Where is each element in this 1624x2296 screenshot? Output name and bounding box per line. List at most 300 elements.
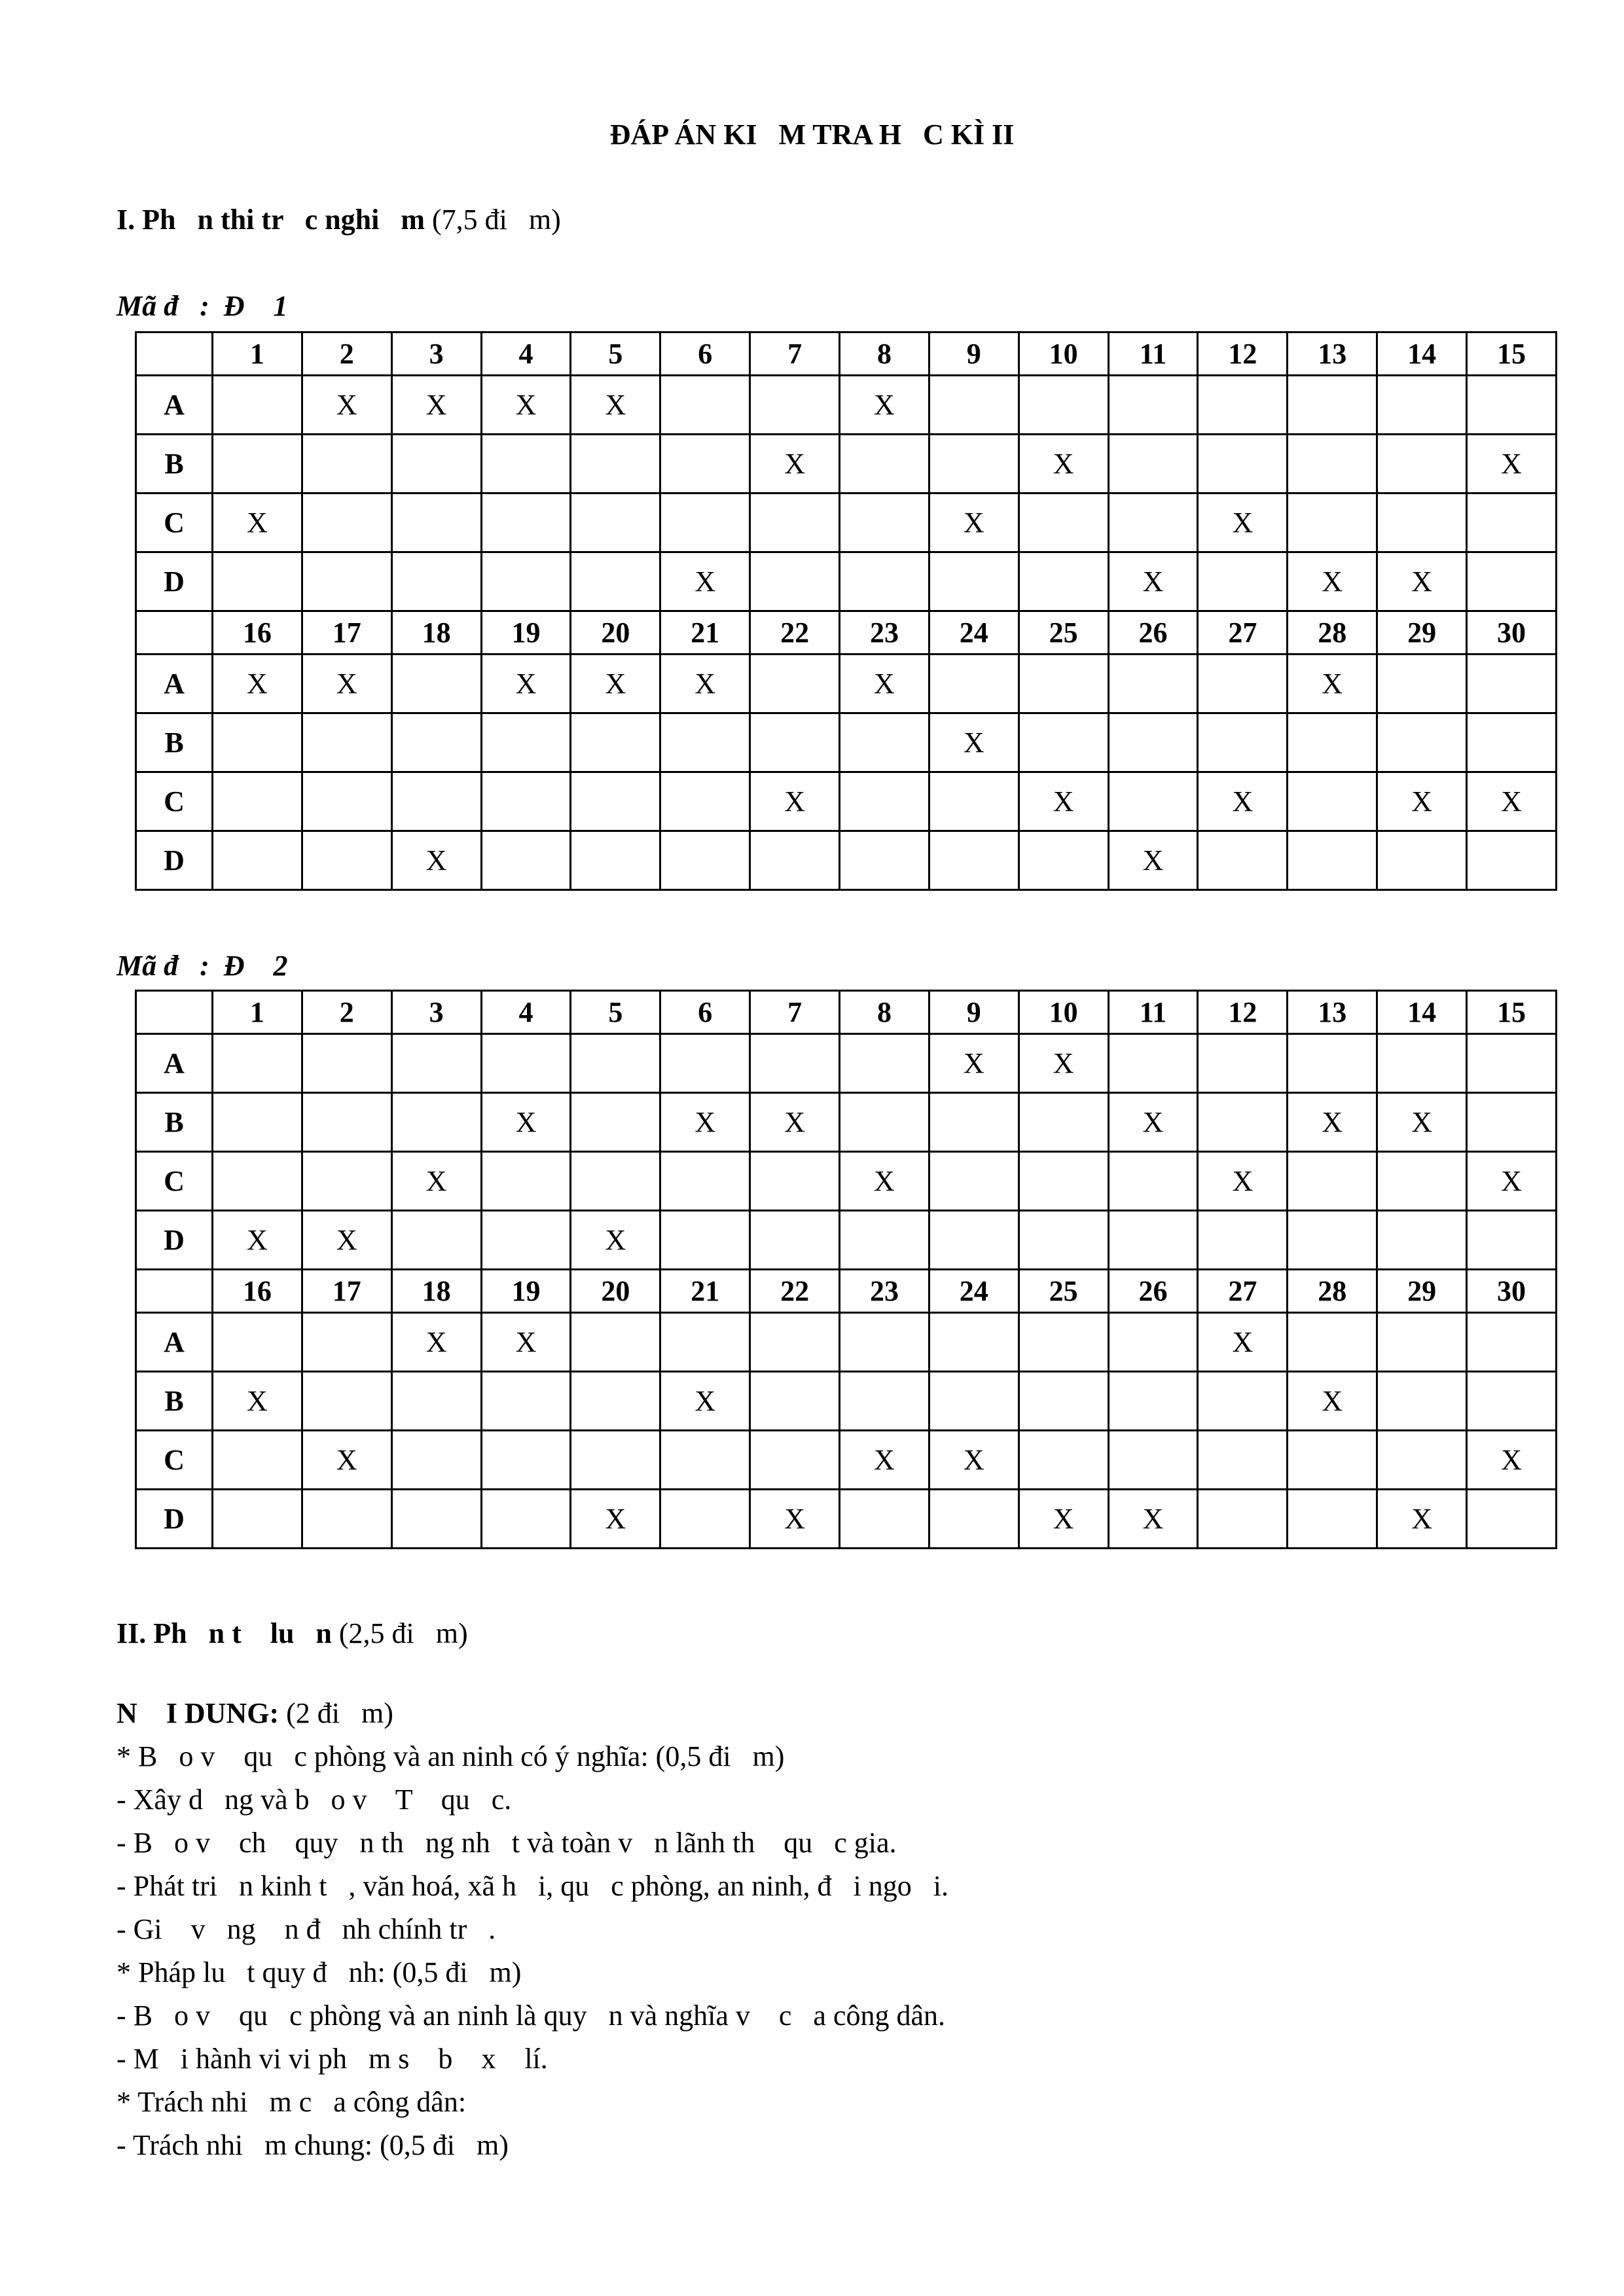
answer-cell bbox=[391, 1372, 481, 1431]
answer-row bbox=[136, 1211, 1557, 1270]
content-line: - Phát tri n kinh t , văn hoá, xã h i, qu c phòng, an ninh, đ i ngo i. bbox=[117, 1870, 948, 1902]
answer-cell bbox=[660, 1313, 750, 1372]
part1-score: (7,5 đi m) bbox=[425, 204, 561, 236]
answer-cell bbox=[481, 1211, 571, 1270]
answer-cell bbox=[929, 1372, 1019, 1431]
answer-mark: X bbox=[391, 1313, 481, 1372]
question-number: 25 bbox=[1019, 611, 1108, 655]
question-number: 9 bbox=[929, 991, 1019, 1034]
answer-cell bbox=[1198, 1034, 1288, 1093]
answer-cell bbox=[1019, 831, 1108, 890]
answer-cell bbox=[1288, 493, 1377, 552]
answer-cell bbox=[1467, 1211, 1557, 1270]
answer-mark: X bbox=[302, 376, 391, 435]
answer-cell bbox=[1288, 1034, 1377, 1093]
answer-cell bbox=[1198, 435, 1288, 493]
option-label: A bbox=[136, 655, 213, 713]
answer-mark: X bbox=[929, 713, 1019, 772]
content-heading-score: (2 đi m) bbox=[279, 1697, 393, 1729]
answer-cell bbox=[1108, 655, 1198, 713]
question-number: 17 bbox=[302, 1270, 391, 1313]
content-line: - B o v qu c phòng và an ninh là quy n và nghĩa v c a công dân. bbox=[117, 2000, 945, 2032]
answer-cell bbox=[1377, 376, 1467, 435]
answer-cell bbox=[1377, 713, 1467, 772]
corner-cell bbox=[136, 611, 213, 655]
answer-cell bbox=[1019, 1313, 1108, 1372]
answer-mark: X bbox=[481, 1093, 571, 1152]
answer-cell bbox=[213, 1093, 302, 1152]
answer-cell bbox=[571, 831, 660, 890]
answer-cell bbox=[1467, 376, 1557, 435]
exam2-answer-table bbox=[135, 990, 1557, 1549]
answer-cell bbox=[1019, 1093, 1108, 1152]
answer-mark: X bbox=[481, 376, 571, 435]
answer-cell bbox=[391, 1431, 481, 1490]
answer-cell bbox=[1288, 1211, 1377, 1270]
answer-cell bbox=[1467, 1313, 1557, 1372]
question-number: 10 bbox=[1019, 991, 1108, 1034]
answer-cell bbox=[840, 1211, 929, 1270]
answer-cell bbox=[391, 1034, 481, 1093]
answer-cell bbox=[929, 1313, 1019, 1372]
question-number: 26 bbox=[1108, 1270, 1198, 1313]
answer-cell bbox=[1198, 1211, 1288, 1270]
corner-cell bbox=[136, 332, 213, 376]
question-number: 14 bbox=[1377, 332, 1467, 376]
answer-mark: X bbox=[750, 1490, 840, 1549]
question-number: 4 bbox=[481, 991, 571, 1034]
option-label: B bbox=[136, 435, 213, 493]
answer-cell bbox=[1019, 1372, 1108, 1431]
question-number: 12 bbox=[1198, 332, 1288, 376]
answer-mark: X bbox=[1288, 1372, 1377, 1431]
answer-cell bbox=[1467, 1093, 1557, 1152]
answer-mark: X bbox=[302, 655, 391, 713]
answer-cell bbox=[840, 713, 929, 772]
exam1-answer-table bbox=[135, 331, 1557, 891]
answer-mark: X bbox=[1377, 552, 1467, 611]
answer-cell bbox=[1288, 1152, 1377, 1211]
answer-cell bbox=[302, 1313, 391, 1372]
answer-cell bbox=[1377, 1211, 1467, 1270]
answer-cell bbox=[391, 655, 481, 713]
answer-cell bbox=[571, 1093, 660, 1152]
question-number-row bbox=[136, 611, 1557, 655]
answer-cell bbox=[302, 831, 391, 890]
answer-mark: X bbox=[840, 376, 929, 435]
answer-cell bbox=[213, 772, 302, 831]
answer-row bbox=[136, 1431, 1557, 1490]
answer-cell bbox=[750, 376, 840, 435]
answer-cell bbox=[391, 713, 481, 772]
content-line: - M i hành vi vi ph m s b x lí. bbox=[117, 2043, 548, 2075]
question-number: 23 bbox=[840, 1270, 929, 1313]
answer-mark: X bbox=[750, 1093, 840, 1152]
answer-cell bbox=[1198, 552, 1288, 611]
question-number: 28 bbox=[1288, 611, 1377, 655]
answer-cell bbox=[1108, 376, 1198, 435]
answer-cell bbox=[660, 831, 750, 890]
answer-cell bbox=[1019, 655, 1108, 713]
answer-cell bbox=[1288, 713, 1377, 772]
answer-mark: X bbox=[481, 655, 571, 713]
answer-cell bbox=[1108, 435, 1198, 493]
answer-cell bbox=[1198, 831, 1288, 890]
answer-mark: X bbox=[1108, 552, 1198, 611]
answer-cell bbox=[391, 772, 481, 831]
answer-mark: X bbox=[571, 655, 660, 713]
answer-cell bbox=[1198, 1490, 1288, 1549]
answer-cell bbox=[481, 493, 571, 552]
question-number: 5 bbox=[571, 332, 660, 376]
answer-cell bbox=[929, 1211, 1019, 1270]
answer-mark: X bbox=[929, 493, 1019, 552]
question-number: 20 bbox=[571, 1270, 660, 1313]
answer-mark: X bbox=[481, 1313, 571, 1372]
answer-cell bbox=[1467, 1372, 1557, 1431]
answer-cell bbox=[1467, 493, 1557, 552]
answer-mark: X bbox=[1198, 493, 1288, 552]
answer-cell bbox=[929, 435, 1019, 493]
answer-cell bbox=[840, 552, 929, 611]
answer-cell bbox=[571, 1034, 660, 1093]
content-line: - Trách nhi m chung: (0,5 đi m) bbox=[117, 2129, 509, 2161]
answer-cell bbox=[1467, 552, 1557, 611]
answer-cell bbox=[1377, 831, 1467, 890]
answer-cell bbox=[840, 772, 929, 831]
content-line: - B o v ch quy n th ng nh t và toàn v n lãnh th qu c gia. bbox=[117, 1827, 897, 1859]
question-number: 26 bbox=[1108, 611, 1198, 655]
answer-cell bbox=[571, 1313, 660, 1372]
question-number: 3 bbox=[391, 332, 481, 376]
answer-row bbox=[136, 435, 1557, 493]
answer-mark: X bbox=[1019, 772, 1108, 831]
part1-label: I. Ph n thi tr c nghi m bbox=[117, 204, 425, 236]
question-number: 20 bbox=[571, 611, 660, 655]
answer-cell bbox=[660, 1211, 750, 1270]
content-line: - Xây d ng và b o v T qu c. bbox=[117, 1784, 512, 1816]
answer-row bbox=[136, 713, 1557, 772]
answer-mark: X bbox=[391, 376, 481, 435]
answer-mark: X bbox=[302, 1431, 391, 1490]
answer-cell bbox=[302, 1490, 391, 1549]
answer-mark: X bbox=[391, 1152, 481, 1211]
option-label: A bbox=[136, 376, 213, 435]
answer-cell bbox=[481, 1431, 571, 1490]
answer-cell bbox=[929, 831, 1019, 890]
answer-cell bbox=[1108, 1211, 1198, 1270]
answer-cell bbox=[1377, 493, 1467, 552]
corner-cell bbox=[136, 991, 213, 1034]
answer-cell bbox=[929, 1152, 1019, 1211]
answer-mark: X bbox=[1377, 1093, 1467, 1152]
answer-cell bbox=[660, 1034, 750, 1093]
answer-mark: X bbox=[1288, 552, 1377, 611]
option-label: A bbox=[136, 1034, 213, 1093]
question-number: 5 bbox=[571, 991, 660, 1034]
part1-heading bbox=[117, 203, 561, 236]
answer-row bbox=[136, 376, 1557, 435]
answer-cell bbox=[1288, 1313, 1377, 1372]
question-number: 24 bbox=[929, 1270, 1019, 1313]
answer-mark: X bbox=[1467, 772, 1557, 831]
answer-cell bbox=[1108, 1034, 1198, 1093]
answer-row bbox=[136, 1490, 1557, 1549]
question-number: 3 bbox=[391, 991, 481, 1034]
answer-cell bbox=[1019, 552, 1108, 611]
answer-mark: X bbox=[302, 1211, 391, 1270]
answer-cell bbox=[840, 1313, 929, 1372]
answer-mark: X bbox=[1198, 1313, 1288, 1372]
question-number: 19 bbox=[481, 611, 571, 655]
answer-cell bbox=[929, 1093, 1019, 1152]
answer-cell bbox=[660, 376, 750, 435]
answer-cell bbox=[571, 435, 660, 493]
answer-row bbox=[136, 1313, 1557, 1372]
option-label: C bbox=[136, 772, 213, 831]
answer-mark: X bbox=[391, 831, 481, 890]
question-number: 17 bbox=[302, 611, 391, 655]
question-number: 1 bbox=[213, 332, 302, 376]
answer-cell bbox=[660, 772, 750, 831]
answer-cell bbox=[302, 493, 391, 552]
answer-cell bbox=[302, 552, 391, 611]
answer-cell bbox=[1288, 435, 1377, 493]
question-number: 16 bbox=[213, 611, 302, 655]
option-label: C bbox=[136, 493, 213, 552]
answer-cell bbox=[750, 831, 840, 890]
answer-cell bbox=[1467, 1034, 1557, 1093]
question-number: 7 bbox=[750, 991, 840, 1034]
answer-cell bbox=[571, 772, 660, 831]
content-line: * Trách nhi m c a công dân: bbox=[117, 2086, 467, 2118]
answer-cell bbox=[750, 655, 840, 713]
answer-cell bbox=[660, 1490, 750, 1549]
answer-mark: X bbox=[929, 1431, 1019, 1490]
answer-cell bbox=[213, 713, 302, 772]
exam2-code: Mã đ : Đ 2 bbox=[117, 950, 288, 982]
answer-cell bbox=[1377, 435, 1467, 493]
answer-mark: X bbox=[660, 1093, 750, 1152]
answer-cell bbox=[840, 435, 929, 493]
content-line: * Pháp lu t quy đ nh: (0,5 đi m) bbox=[117, 1956, 522, 1988]
answer-cell bbox=[660, 713, 750, 772]
question-number: 19 bbox=[481, 1270, 571, 1313]
question-number: 11 bbox=[1108, 332, 1198, 376]
answer-cell bbox=[481, 1152, 571, 1211]
answer-cell bbox=[571, 552, 660, 611]
part2-label: II. Ph n t lu n bbox=[117, 1617, 332, 1649]
question-number: 12 bbox=[1198, 991, 1288, 1034]
question-number: 24 bbox=[929, 611, 1019, 655]
answer-cell bbox=[391, 493, 481, 552]
answer-cell bbox=[840, 1372, 929, 1431]
answer-cell bbox=[929, 655, 1019, 713]
answer-mark: X bbox=[213, 1372, 302, 1431]
answer-cell bbox=[929, 1490, 1019, 1549]
answer-mark: X bbox=[1467, 435, 1557, 493]
answer-cell bbox=[1198, 713, 1288, 772]
question-number: 18 bbox=[391, 1270, 481, 1313]
answer-cell bbox=[1019, 1431, 1108, 1490]
answer-cell bbox=[213, 1490, 302, 1549]
answer-cell bbox=[1377, 1372, 1467, 1431]
question-number-row bbox=[136, 1270, 1557, 1313]
answer-mark: X bbox=[1198, 1152, 1288, 1211]
question-number: 21 bbox=[660, 1270, 750, 1313]
answer-row bbox=[136, 493, 1557, 552]
answer-mark: X bbox=[1377, 772, 1467, 831]
answer-mark: X bbox=[929, 1034, 1019, 1093]
answer-cell bbox=[840, 1093, 929, 1152]
answer-cell bbox=[481, 552, 571, 611]
answer-cell bbox=[302, 1372, 391, 1431]
answer-cell bbox=[391, 1490, 481, 1549]
question-number: 7 bbox=[750, 332, 840, 376]
answer-cell bbox=[481, 1034, 571, 1093]
answer-row bbox=[136, 772, 1557, 831]
question-number: 1 bbox=[213, 991, 302, 1034]
question-number: 22 bbox=[750, 611, 840, 655]
option-label: D bbox=[136, 831, 213, 890]
option-label: D bbox=[136, 1490, 213, 1549]
answer-cell bbox=[750, 1034, 840, 1093]
question-number: 14 bbox=[1377, 991, 1467, 1034]
answer-cell bbox=[391, 1211, 481, 1270]
answer-cell bbox=[1198, 1093, 1288, 1152]
answer-mark: X bbox=[213, 655, 302, 713]
answer-cell bbox=[213, 552, 302, 611]
question-number: 6 bbox=[660, 991, 750, 1034]
answer-cell bbox=[213, 376, 302, 435]
answer-cell bbox=[929, 376, 1019, 435]
answer-mark: X bbox=[213, 1211, 302, 1270]
answer-mark: X bbox=[1467, 1431, 1557, 1490]
question-number: 15 bbox=[1467, 991, 1557, 1034]
answer-cell bbox=[1288, 1431, 1377, 1490]
answer-cell bbox=[840, 1490, 929, 1549]
answer-cell bbox=[1288, 1490, 1377, 1549]
answer-cell bbox=[929, 772, 1019, 831]
answer-cell bbox=[1198, 1372, 1288, 1431]
answer-cell bbox=[571, 713, 660, 772]
question-number: 25 bbox=[1019, 1270, 1108, 1313]
answer-cell bbox=[660, 493, 750, 552]
answer-cell bbox=[840, 493, 929, 552]
question-number: 9 bbox=[929, 332, 1019, 376]
answer-cell bbox=[1467, 713, 1557, 772]
answer-cell bbox=[750, 1313, 840, 1372]
question-number-row bbox=[136, 991, 1557, 1034]
question-number: 23 bbox=[840, 611, 929, 655]
answer-cell bbox=[1377, 655, 1467, 713]
answer-cell bbox=[1377, 1431, 1467, 1490]
option-label: C bbox=[136, 1431, 213, 1490]
answer-cell bbox=[302, 1093, 391, 1152]
option-label: B bbox=[136, 1093, 213, 1152]
answer-cell bbox=[660, 1431, 750, 1490]
question-number: 27 bbox=[1198, 1270, 1288, 1313]
answer-cell bbox=[1108, 1313, 1198, 1372]
answer-cell bbox=[213, 831, 302, 890]
page-title: ĐÁP ÁN KI M TRA H C KÌ II bbox=[609, 118, 1015, 151]
answer-cell bbox=[750, 1431, 840, 1490]
option-label: D bbox=[136, 552, 213, 611]
question-number: 2 bbox=[302, 332, 391, 376]
question-number: 13 bbox=[1288, 991, 1377, 1034]
answer-mark: X bbox=[660, 552, 750, 611]
content-line: - Gi v ng n đ nh chính tr . bbox=[117, 1913, 496, 1945]
answer-cell bbox=[1198, 1431, 1288, 1490]
question-number: 8 bbox=[840, 991, 929, 1034]
answer-cell bbox=[391, 435, 481, 493]
option-label: A bbox=[136, 1313, 213, 1372]
answer-cell bbox=[302, 1034, 391, 1093]
question-number: 30 bbox=[1467, 611, 1557, 655]
answer-mark: X bbox=[571, 1490, 660, 1549]
question-number: 8 bbox=[840, 332, 929, 376]
answer-mark: X bbox=[1108, 831, 1198, 890]
answer-mark: X bbox=[213, 493, 302, 552]
answer-cell bbox=[1019, 376, 1108, 435]
answer-cell bbox=[571, 1152, 660, 1211]
question-number: 21 bbox=[660, 611, 750, 655]
answer-mark: X bbox=[1288, 655, 1377, 713]
answer-row bbox=[136, 831, 1557, 890]
answer-cell bbox=[302, 435, 391, 493]
answer-row bbox=[136, 1093, 1557, 1152]
part2-score: (2,5 đi m) bbox=[331, 1617, 468, 1649]
answer-mark: X bbox=[1108, 1093, 1198, 1152]
answer-cell bbox=[1377, 1313, 1467, 1372]
answer-cell bbox=[660, 1152, 750, 1211]
question-number: 4 bbox=[481, 332, 571, 376]
question-number: 18 bbox=[391, 611, 481, 655]
answer-cell bbox=[1108, 713, 1198, 772]
answer-cell bbox=[1198, 376, 1288, 435]
answer-mark: X bbox=[840, 655, 929, 713]
answer-cell bbox=[1288, 772, 1377, 831]
question-number-row bbox=[136, 332, 1557, 376]
content-heading bbox=[117, 1692, 948, 1735]
answer-row bbox=[136, 1152, 1557, 1211]
answer-mark: X bbox=[660, 1372, 750, 1431]
answer-cell bbox=[750, 713, 840, 772]
part2-heading bbox=[117, 1617, 468, 1650]
answer-cell bbox=[481, 713, 571, 772]
answer-cell bbox=[929, 552, 1019, 611]
answer-row bbox=[136, 1034, 1557, 1093]
answer-cell bbox=[1288, 831, 1377, 890]
answer-cell bbox=[481, 1372, 571, 1431]
content-line: * B o v qu c phòng và an ninh có ý nghĩa: (0,5 đi m) bbox=[117, 1740, 785, 1772]
question-number: 13 bbox=[1288, 332, 1377, 376]
question-number: 16 bbox=[213, 1270, 302, 1313]
option-label: D bbox=[136, 1211, 213, 1270]
answer-mark: X bbox=[1377, 1490, 1467, 1549]
answer-cell bbox=[1288, 376, 1377, 435]
question-number: 15 bbox=[1467, 332, 1557, 376]
answer-mark: X bbox=[660, 655, 750, 713]
answer-cell bbox=[1377, 1152, 1467, 1211]
answer-cell bbox=[840, 1034, 929, 1093]
answer-mark: X bbox=[1467, 1152, 1557, 1211]
answer-mark: X bbox=[571, 1211, 660, 1270]
question-number: 6 bbox=[660, 332, 750, 376]
answer-cell bbox=[481, 1490, 571, 1549]
answer-cell bbox=[481, 831, 571, 890]
answer-cell bbox=[1108, 1372, 1198, 1431]
